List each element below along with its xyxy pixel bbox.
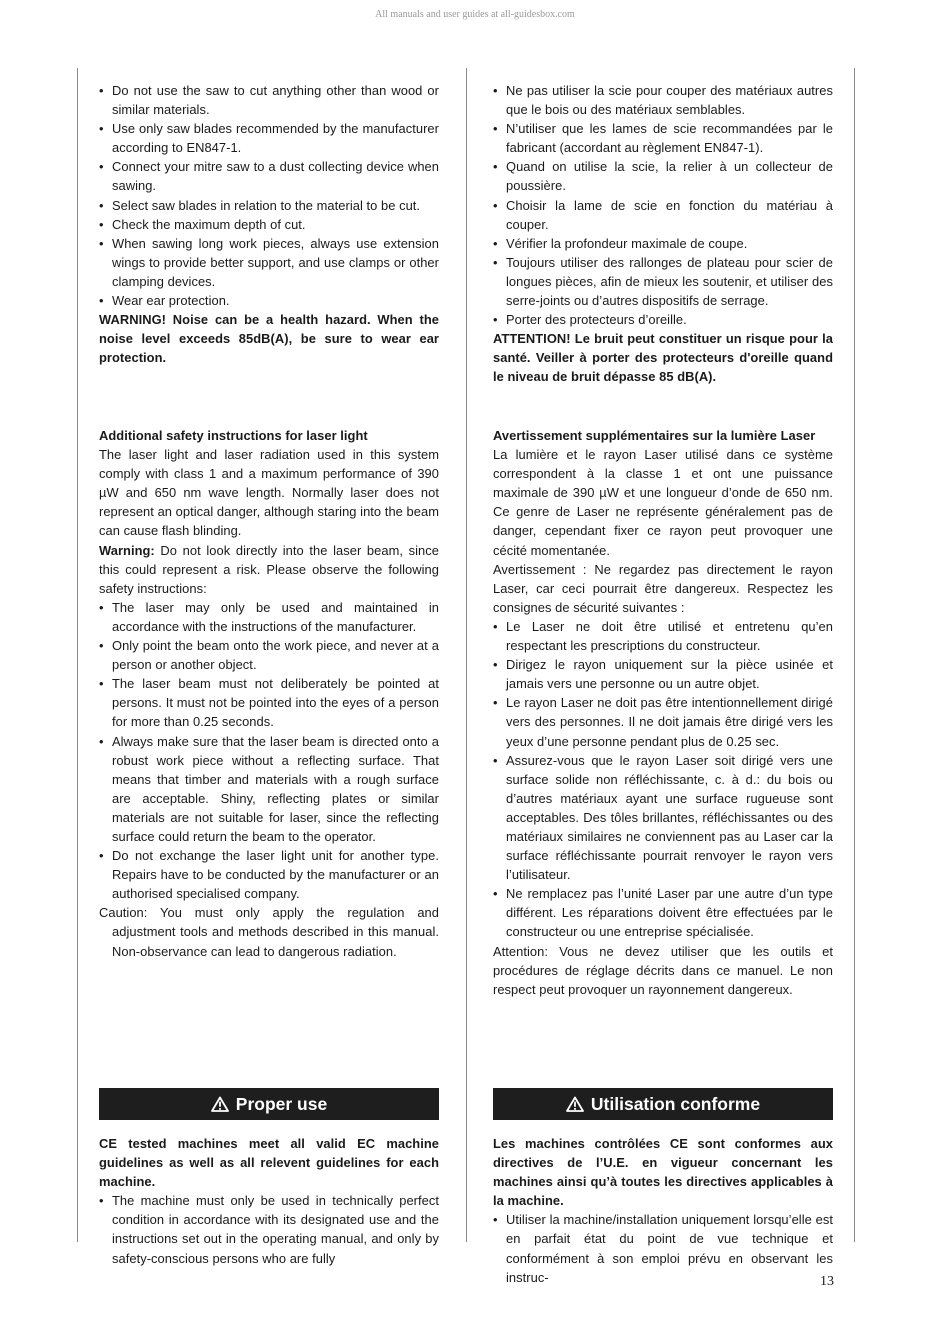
warning-triangle-icon	[566, 1096, 584, 1112]
en-laser-section	[99, 426, 439, 961]
en-proper-list	[99, 1191, 439, 1267]
right-margin-rule	[854, 68, 855, 1242]
list-item: • Porter des protecteurs d’oreille.	[493, 310, 833, 329]
list-item: • The laser beam must not deliberately be pointed at persons. It must not be pointed into the eyes of a person for more than 0.25 seconds.	[99, 674, 439, 731]
list-item: • Le Laser ne doit être utilisé et entretenu qu’en respectant les prescriptions du constructeur.	[493, 617, 833, 655]
fr-proper-use-title: Utilisation conforme	[590, 1093, 761, 1114]
list-item: • Vérifier la profondeur maximale de coupe.	[493, 234, 833, 253]
en-top-section	[99, 81, 439, 367]
en-proper-use-banner	[99, 1088, 439, 1120]
fr-proper-list	[493, 1210, 833, 1286]
fr-top-section	[493, 81, 833, 387]
en-laser-list	[99, 598, 439, 904]
list-item: • Do not use the saw to cut anything other than wood or similar materials.	[99, 81, 439, 119]
en-noise-warning: WARNING! Noise can be a health hazard. When the noise level exceeds 85dB(A), be sure to wear ear protection.	[99, 312, 439, 366]
fr-proper-use-section	[493, 1134, 833, 1287]
en-caution: Caution: You must only apply the regulation and adjustment tools and methods described in this manual. Non-observance can lead to dangerous radiation.	[99, 905, 439, 959]
list-item: • Do not exchange the laser light unit for another type. Repairs have to be conducted by the manufacturer or an authorised specialised company.	[99, 846, 439, 903]
fr-laser-heading: Avertissement supplémentaires sur la lumière Laser	[493, 428, 816, 443]
en-laser-intro: The laser light and laser radiation used in this system comply with class 1 and a maximum performance of 390 µW and 650 nm wave length. Normally laser does not represent an optical danger, although staring into the beam can cause flash blinding.	[99, 447, 439, 539]
list-item: • Select saw blades in relation to the material to be cut.	[99, 196, 439, 215]
en-ce-text: CE tested machines meet all valid EC machine guidelines as well as all relevent guidelines for each machine.	[99, 1136, 439, 1190]
list-item: • The machine must only be used in technically perfect condition in accordance with its designated use and the instructions set out in the operating manual, and only by safety-conscious persons who are fully	[99, 1191, 439, 1267]
list-item: • Connect your mitre saw to a dust collecting device when sawing.	[99, 157, 439, 195]
list-item: • Ne pas utiliser la scie pour couper des matériaux autres que le bois ou des matériaux semblables.	[493, 81, 833, 119]
warning-label: Warning:	[99, 542, 155, 558]
fr-attention: Attention: Vous ne devez utiliser que les outils et procédures de réglage décrits dans ce manuel. Le non respect peut provoquer un rayonnement dangereux.	[493, 943, 833, 997]
list-item: • Le rayon Laser ne doit pas être intentionnellement dirigé vers des personnes. Il ne doit jamais être dirigé vers les yeux d’une personne pendant plus de 0.25 sec.	[493, 693, 833, 750]
list-item: • Use only saw blades recommended by the manufacturer according to EN847-1.	[99, 119, 439, 157]
fr-proper-use-banner	[493, 1088, 833, 1120]
fr-noise-warning: ATTENTION! Le bruit peut constituer un risque pour la santé. Veiller à porter des protecteurs d'oreille quand le niveau de bruit dépasse 85 dB(A).	[493, 331, 833, 385]
list-item: • Choisir la lame de scie en fonction du matériau à couper.	[493, 196, 833, 234]
en-safety-list	[99, 81, 439, 310]
list-item: • N’utiliser que les lames de scie recommandées par le fabricant (accordant au règlement EN847-1).	[493, 119, 833, 157]
left-margin-rule	[77, 68, 78, 1242]
list-item: • The laser may only be used and maintained in accordance with the instructions of the manufacturer.	[99, 598, 439, 636]
en-laser-warning	[99, 541, 439, 598]
en-proper-use-title: Proper use	[235, 1093, 328, 1114]
center-divider	[466, 68, 467, 1242]
list-item: • Always make sure that the laser beam is directed onto a robust work piece without a reflecting surface. That means that timber and materials with a rough surface are acceptable. Shiny, reflecting plates or similar materials are not suitable for laser, since the reflecting surface could return the beam to the operator.	[99, 732, 439, 847]
page-number: 13	[820, 1274, 834, 1289]
fr-laser-section	[493, 426, 833, 999]
list-item: • Wear ear protection.	[99, 291, 439, 310]
en-laser-heading: Additional safety instructions for laser light	[99, 428, 368, 443]
warning-triangle-icon	[211, 1096, 229, 1112]
list-item: • Toujours utiliser des rallonges de plateau pour scier de longues pièces, afin de mieux les soutenir, et utiliser des serre-joints ou d’autres dispositifs de serrage.	[493, 253, 833, 310]
fr-laser-intro: La lumière et le rayon Laser utilisé dans ce système correspondent à la classe 1 et ont une puissance maximale de 390 µW et une longueur d’onde de 650 nm. Ce genre de Laser ne représente généralement pas de danger, cependant fixer ce rayon peut provoquer une cécité momentanée.	[493, 447, 833, 558]
en-proper-use-section	[99, 1134, 439, 1268]
fr-laser-warning: Avertissement : Ne regardez pas directement le rayon Laser, car ceci pourrait être dangereux. Respectez les consignes de sécurité suivantes :	[493, 561, 833, 615]
list-item: • Assurez-vous que le rayon Laser soit dirigé vers une surface solide non réfléchissante, c. à d.: du bois ou d’autres matériaux ayant une surface rugueuse sont acceptables. Des tôles brillantes, réfléchissantes ou des matériaux similaires ne conviennent pas au Laser car la surface réfléchissante pourrait renvoyer le rayon vers l’utilisateur.	[493, 751, 833, 885]
list-item: • Ne remplacez pas l’unité Laser par une autre d’un type différent. Les réparations doivent être effectuées par le constructeur ou une entreprise spécialisée.	[493, 884, 833, 941]
fr-laser-list	[493, 617, 833, 942]
list-item: • Utiliser la machine/installation uniquement lorsqu’elle est en parfait état du point de vue technique et conformément à son emploi prévu en observant les instruc-	[493, 1210, 833, 1286]
list-item: • When sawing long work pieces, always use extension wings to provide better support, and use clamps or other clamping devices.	[99, 234, 439, 291]
fr-ce-text: Les machines contrôlées CE sont conformes aux directives de l’U.E. en vigueur concernant les machines ainsi qu’à toutes les directives applicables à la machine.	[493, 1136, 833, 1209]
watermark: All manuals and user guides at all-guidesbox.com	[375, 9, 575, 20]
list-item: • Only point the beam onto the work piece, and never at a person or another object.	[99, 636, 439, 674]
warning-text: Do not look directly into the laser beam, since this could represent a risk. Please observe the following safety instructions:	[99, 542, 439, 596]
fr-safety-list	[493, 81, 833, 329]
list-item: • Quand on utilise la scie, la relier à un collecteur de poussière.	[493, 157, 833, 195]
list-item: • Dirigez le rayon uniquement sur la pièce usinée et jamais vers une personne ou un autre objet.	[493, 655, 833, 693]
list-item: • Check the maximum depth of cut.	[99, 215, 439, 234]
